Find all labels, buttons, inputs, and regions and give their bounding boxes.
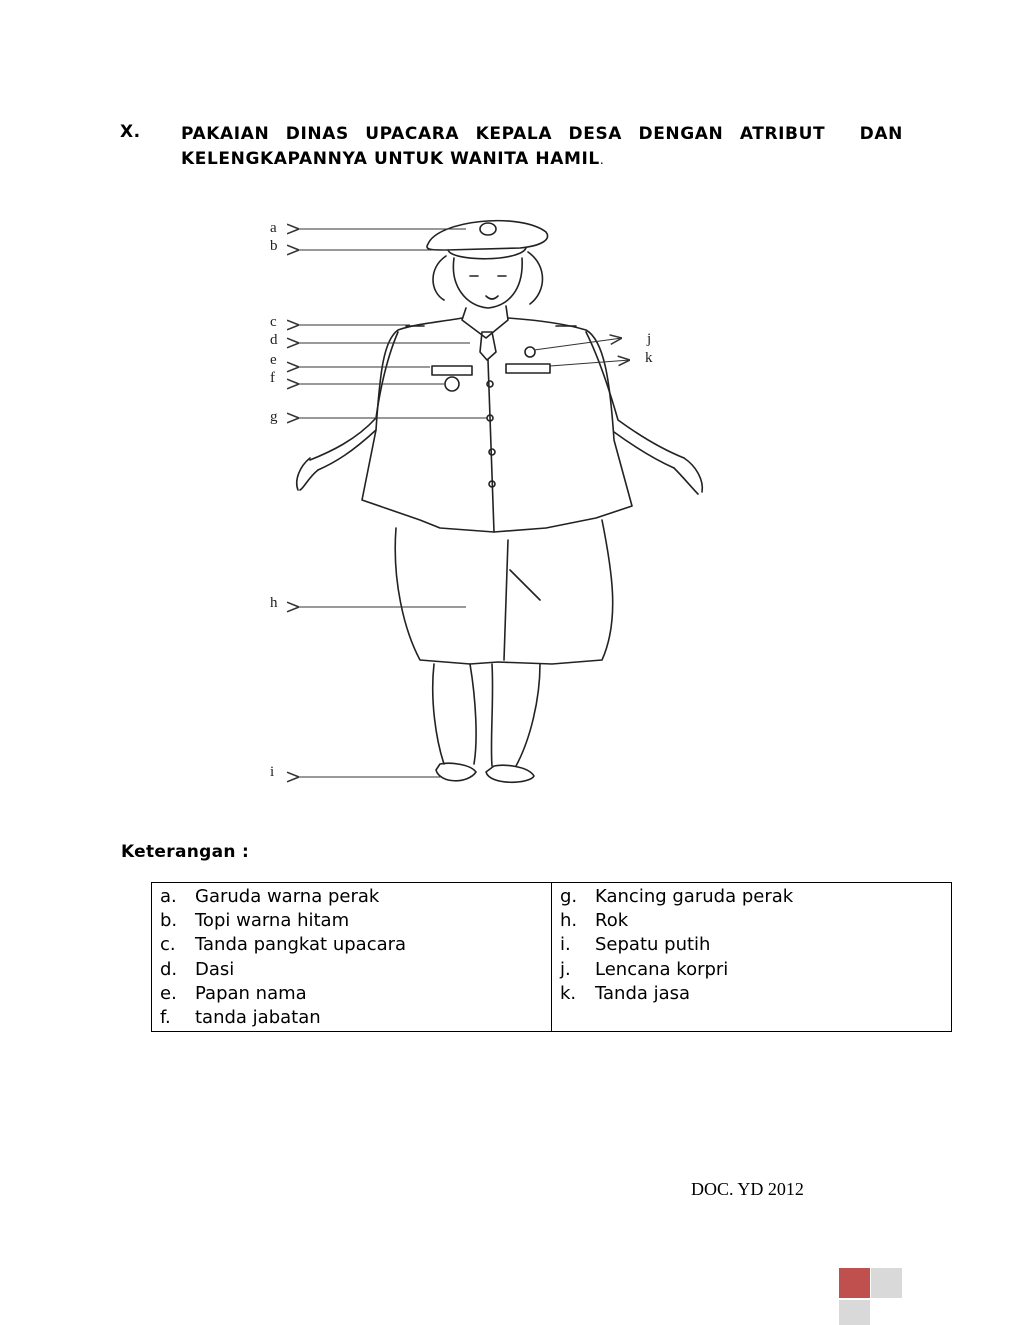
item-text: Kancing garuda perak [595,886,794,907]
list-item [560,885,945,909]
decorative-square-red [839,1268,870,1298]
figure-label-k: k [645,350,653,366]
item-text: Papan nama [195,982,307,1004]
decorative-square-grey [871,1268,902,1298]
heading-word: DINAS [285,124,349,144]
list-item [160,909,545,933]
list-item [560,958,945,982]
left-hand [297,458,318,490]
cap-emblem [480,223,496,235]
item-text: tanda jabatan [195,1007,321,1029]
heading-word: PAKAIAN [181,124,270,144]
list-item [560,933,945,957]
heading-word: KEPALA [475,124,553,144]
list-item [160,1006,545,1030]
item-key: h. [560,910,578,932]
item-text: Sepatu putih [595,934,711,956]
legend-column-right [552,883,952,1032]
right-hand [674,458,702,494]
figure-label-i: i [270,764,275,780]
legs [433,664,540,766]
position-badge [445,377,459,391]
figure-label-d: d [270,332,278,348]
hair [433,252,543,304]
item-key: g. [560,886,578,907]
name-plate [432,366,472,375]
figure-label-c: c [270,314,277,330]
item-key: c. [160,934,176,956]
document-reference: DOC. YD 2012 [691,1179,804,1199]
item-text: Topi warna hitam [195,910,350,932]
item-key: e. [160,982,177,1004]
legend-row [152,883,952,1032]
item-key: d. [160,958,178,980]
list-item [160,885,545,909]
list-item [160,982,545,1006]
left-shoe [436,763,476,780]
item-key: b. [160,910,178,932]
collar [462,306,508,338]
figure-label-h: h [270,595,278,611]
korpri-badge [525,347,535,357]
right-shoe [486,765,534,782]
section-number: X. [120,122,141,142]
heading-word: DAN [859,124,903,144]
item-key: a. [160,886,177,907]
heading-word: UPACARA [365,124,460,144]
service-ribbon [506,364,550,373]
figure-label-e: e [270,352,277,368]
item-text: Tanda pangkat upacara [195,934,407,956]
item-text: Lencana korpri [595,958,729,980]
heading-word: ATRIBUT [739,124,826,144]
heading-word: DESA [568,124,623,144]
item-key: f. [160,1007,171,1029]
figure-label-f: f [270,370,275,386]
item-key: k. [560,982,577,1004]
legend-title: Keterangan : [121,842,250,862]
decorative-square-grey-lower [839,1300,870,1325]
heading-word: DENGAN [638,124,724,144]
jacket [362,318,632,532]
item-text: Tanda jasa [595,982,691,1004]
legend-column-left [152,883,552,1032]
heading-line-2-text: KELENGKAPANNYA UNTUK WANITA HAMIL [181,149,600,169]
item-text: Rok [595,910,629,932]
item-key: j. [560,958,571,980]
list-item [160,958,545,982]
item-text: Garuda warna perak [195,886,380,907]
figure-label-g: g [270,409,278,425]
list-item [160,933,545,957]
item-text: Dasi [195,958,235,980]
figure-label-a: a [270,220,277,236]
list-item [560,982,945,1006]
legend-table [151,882,952,1032]
figure-label-j: j [647,331,652,347]
item-key: i. [560,934,571,956]
list-item [560,909,945,933]
heading-line-2-end: . [599,153,605,167]
face [453,258,522,308]
figure-label-b: b [270,238,278,254]
